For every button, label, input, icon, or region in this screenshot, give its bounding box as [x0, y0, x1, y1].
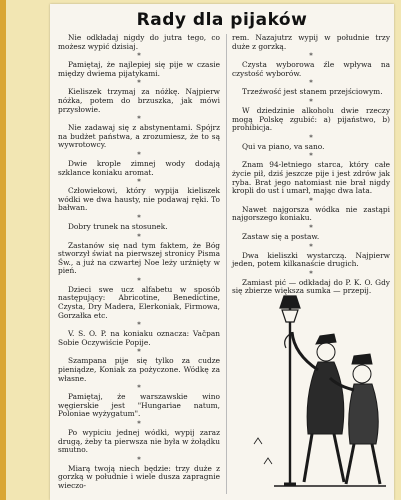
street-lamp [280, 296, 300, 484]
advice-paragraph: Zamiast pić — odkładaj do P. K. O. Gdy się zbierze większa sumka — przepij. [232, 277, 390, 296]
advice-paragraph: Qui va piano, va sano. [242, 141, 325, 151]
drunkards-illustration [234, 294, 390, 492]
star-separator: * [137, 276, 141, 285]
drunk-men-figures [254, 332, 386, 486]
star-separator: * [309, 196, 313, 205]
advice-paragraph: Człowiekowi, który wypija kieliszek wódki we dwa hausty, nie podawaj ręki. To bałwan. [58, 186, 220, 213]
star-separator: * [309, 52, 313, 61]
advice-paragraph: Znam 94-letniego starca, który całe życie pił, dziś jeszcze pije i jest zdrów jak ryba. Brat jego natomiast nie brał nigdy kropli do ust i umarł, mając dwa lata. [232, 160, 390, 196]
star-separator: * [137, 420, 141, 428]
star-separator: * [309, 269, 313, 278]
advice-paragraph: Pamiętaj, że najlepiej się pije w czasie między dwiema pijatykami. [58, 60, 220, 78]
star-separator: * [137, 384, 141, 393]
star-separator: * [137, 52, 141, 61]
right-column [232, 34, 390, 297]
star-separator: * [137, 213, 141, 222]
star-separator: * [309, 97, 313, 106]
advice-paragraph: Dzieci swe ucz alfabetu w sposób następujący: Abricotine, Benedictine, Czysta, Dry Madera, Elerkoniak, Firmowa, Gorzałka etc. [58, 284, 220, 320]
star-separator: * [309, 152, 313, 161]
advice-paragraph: Nie odkładaj nigdy do jutra tego, co możesz wypić dzisiaj. [58, 33, 220, 51]
star-separator: * [309, 242, 313, 251]
star-separator: * [137, 455, 141, 464]
advice-paragraph: Szampana pije się tylko za cudze pieniądze, Koniak za pożyczone. Wódkę za własne. [58, 356, 220, 383]
star-separator: * [309, 133, 313, 142]
star-separator: * [137, 232, 141, 241]
star-separator: * [309, 79, 313, 88]
advice-paragraph: Pamiętaj, że warszawskie wino węgierskie jest "Hungariae natum, Poloniae wyżygatum". [58, 392, 220, 419]
newspaper-clipping [50, 4, 394, 500]
advice-paragraph: Dobry trunek na stosunek. [68, 221, 168, 231]
advice-paragraph: Zastanów się nad tym faktem, że Bóg stworzył świat na pierwszej stronicy Pisma Św., a już na czwartej Noe leży urżnięty w pień. [58, 240, 220, 276]
advice-paragraph: Miarą twoją niech będzie: trzy duże z gorzką w południe i wiele dusza zapragnie wieczo- [58, 463, 220, 490]
left-column [58, 34, 220, 492]
star-separator: * [137, 348, 141, 357]
advice-paragraph: Nie zadawaj się z abstynentami. Spójrz na budżet państwa, a zrozumiesz, że to są wywrotowcy. [58, 123, 220, 150]
advice-paragraph: Nawet najgorsza wódka nie zastąpi najgorszego koniaku. [232, 204, 390, 223]
advice-paragraph: Dwa kieliszki wystarczą. Najpierw jeden, potem kilkanaście drugich. [232, 250, 390, 269]
advice-paragraph: rem. Nazajutrz wypij w południe trzy duże z gorzką. [232, 33, 390, 51]
star-separator: * [137, 79, 141, 88]
advice-paragraph: V. S. O. P. na koniaku oznacza: Vačpan Sobie Oczywiście Popije. [58, 329, 220, 347]
star-separator: * [137, 178, 141, 187]
advice-paragraph: Dwie krople zimnej wody dodają szklance koniaku aromat. [58, 158, 220, 177]
advice-paragraph: Trzeźwość jest stanem przejściowym. [242, 87, 383, 97]
advice-paragraph: W dziedzinie alkoholu dwie rzeczy mogą Polskę zgubić: a) pijaństwo, b) prohibicja. [232, 105, 390, 133]
advice-paragraph: Kieliszek trzymaj za nóżkę. Najpierw nóżka, potem do brzuszka, jak mówi przysłowie. [58, 87, 220, 114]
page-title: Rady dla pijaków [136, 10, 308, 30]
star-separator: * [137, 150, 141, 159]
advice-paragraph: Po wypiciu jednej wódki, wypij zaraz drugą, żeby ta pierwsza nie była w żołądku smutno. [58, 428, 220, 455]
star-separator: * [137, 321, 141, 330]
advice-paragraph: Zastaw się a postaw. [242, 231, 320, 241]
star-separator: * [137, 115, 141, 124]
star-separator: * [309, 223, 313, 232]
column-divider [226, 34, 227, 494]
advice-paragraph: Czysta wyborowa źle wpływa na czystość wyborów. [232, 60, 390, 78]
